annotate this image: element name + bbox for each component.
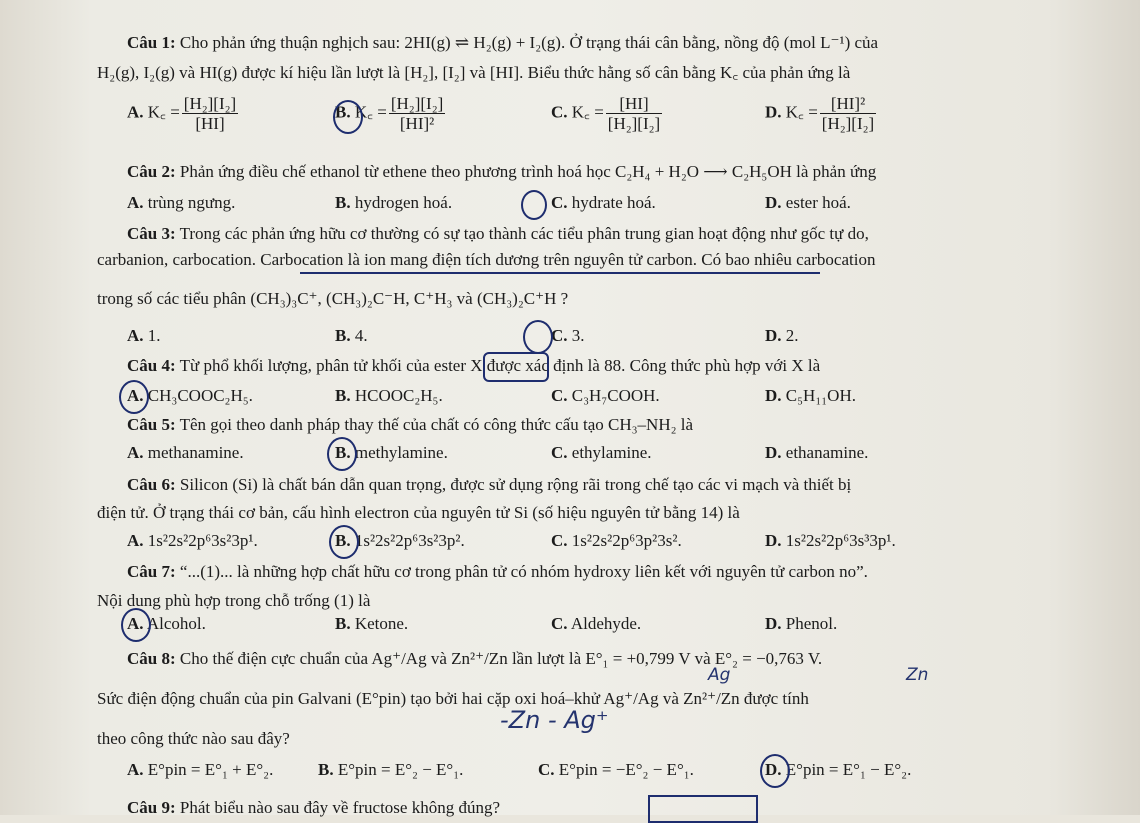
highlight-box-ester [483, 352, 549, 382]
question-5-options [0, 443, 1140, 467]
option-b[interactable]: B. hydrogen hoá. [335, 193, 453, 212]
option-a[interactable]: A. E°pin = E°₁ + E°₂. [127, 760, 274, 779]
option-c[interactable]: C. K꜀ = $\frac{[HI]}{\text{[H₂][I₂]}}$ [551, 94, 661, 133]
question-text: Tên gọi theo danh pháp thay thế của chất có công thức cấu tạo CH₃–NH₂ là [179, 415, 694, 434]
question-number: Câu 6: [127, 475, 176, 494]
option-d[interactable]: D. 2. [765, 326, 799, 345]
question-8-options [0, 760, 1140, 784]
option-d[interactable]: D. K꜀ = $\frac{\text{[HI]²}}{\text{[H₂][I₂]}}$ [765, 94, 875, 133]
option-b[interactable]: B. Ketone. [335, 614, 409, 633]
question-text: Silicon (Si) là chất bán dẫn quan trọng, được sử dụng rộng rãi trong chế tạo các vi mạch và thiết bị [179, 475, 852, 494]
question-text: Từ phổ khối lượng, phân tử khối của ester X được xác định là 88. Công thức phù hợp với X là [179, 356, 821, 375]
option-c[interactable]: C. Aldehyde. [551, 614, 642, 633]
option-d[interactable]: D. 1s²2s²2p⁶3s³3p¹. [765, 531, 896, 550]
question-text: Sức điện động chuẩn của pin Galvani (E°pin) tạo bởi hai cặp oxi hoá–khử Ag⁺/Ag và Zn²⁺/Zn được tính [97, 689, 809, 708]
option-c[interactable]: C. E°pin = −E°₂ − E°₁. [538, 760, 694, 779]
question-text: carbanion, carbocation. Carbocation là ion mang điện tích dương trên nguyên tử carbon. Có bao nhiêu carbocation [97, 250, 876, 269]
option-d[interactable]: D. ethanamine. [765, 443, 869, 462]
option-b[interactable]: B. K꜀ = $\frac{\text{[H₂][I₂]}}{\text{[HI]²}}$ [335, 94, 444, 133]
answer-circle-q3 [523, 320, 553, 354]
option-d[interactable]: D. Phenol. [765, 614, 838, 633]
question-text: Phản ứng điều chế ethanol từ ethene theo phương trình hoá học C₂H₄ + H₂O ⟶ C₂H₅OH là phản ứng [179, 162, 877, 181]
option-c[interactable]: C. C₃H₇COOH. [551, 386, 660, 405]
option-b[interactable]: B. 4. [335, 326, 368, 345]
question-text: Nội dung phù hợp trong chỗ trống (1) là [97, 591, 371, 610]
question-text: điện tử. Ở trạng thái cơ bản, cấu hình electron của nguyên tử Si (số hiệu nguyên tử bằng 14) là [97, 503, 740, 522]
handwritten-zn: Zn [906, 665, 929, 685]
question-number: Câu 7: [127, 562, 176, 581]
question-6-options [0, 531, 1140, 555]
answer-circle-q5 [327, 437, 357, 471]
question-text: Phát biểu nào sau đây về fructose không đúng? [179, 798, 500, 817]
question-number: Câu 5: [127, 415, 176, 434]
option-a[interactable]: A. 1s²2s²2p⁶3s²3p¹. [127, 531, 258, 550]
handwritten-ag: Ag [708, 665, 731, 685]
question-number: Câu 9: [127, 798, 176, 817]
question-7-options [0, 614, 1140, 638]
option-d[interactable]: D. E°pin = E°₁ − E°₂. [765, 760, 912, 779]
question-4-options [0, 386, 1140, 410]
question-text: Cho phản ứng thuận nghịch sau: 2HI(g) ⇌ H₂(g) + I₂(g). Ở trạng thái cân bằng, nồng độ (mol L⁻¹) của [179, 33, 879, 52]
question-3-options [0, 326, 1140, 350]
answer-circle-q8 [760, 754, 790, 788]
answer-circle-q1 [333, 100, 363, 134]
answer-circle-q2 [521, 190, 547, 220]
question-text: H₂(g), I₂(g) và HI(g) được kí hiệu lần lượt là [H₂], [I₂] và [HI]. Biểu thức hằng số cân bằng K꜀ của phản ứng là [97, 63, 851, 82]
option-a[interactable]: A. 1. [127, 326, 161, 345]
option-a[interactable]: A. CH₃COOC₂H₅. [127, 386, 253, 405]
question-2-options [0, 193, 1140, 217]
option-b[interactable]: B. methylamine. [335, 443, 448, 462]
option-d[interactable]: D. C₅H₁₁OH. [765, 386, 856, 405]
option-c[interactable]: C. ethylamine. [551, 443, 652, 462]
option-b[interactable]: B. HCOOC₂H₅. [335, 386, 443, 405]
answer-circle-q6 [329, 525, 359, 559]
answer-circle-q4 [119, 380, 149, 414]
question-text: trong số các tiểu phân (CH₃)₃C⁺, (CH₃)₂C⁻H, C⁺H₃ và (CH₃)₂C⁺H ? [97, 289, 569, 308]
option-b[interactable]: B. 1s²2s²2p⁶3s²3p². [335, 531, 465, 550]
option-c[interactable]: C. 3. [551, 326, 585, 345]
option-d[interactable]: D. ester hoá. [765, 193, 851, 212]
question-1-options [0, 94, 1140, 144]
option-c[interactable]: C. hydrate hoá. [551, 193, 656, 212]
option-a[interactable]: A. trùng ngưng. [127, 193, 236, 212]
question-number: Câu 1: [127, 33, 176, 52]
question-number: Câu 3: [127, 224, 176, 243]
option-c[interactable]: C. 1s²2s²2p⁶3p²3s². [551, 531, 682, 550]
option-a[interactable]: A. Alcohol. [127, 614, 206, 633]
question-number: Câu 4: [127, 356, 176, 375]
handwritten-equation: -Zn - Ag⁺ [500, 706, 609, 734]
question-text: theo công thức nào sau đây? [97, 729, 290, 748]
question-text: Trong các phản ứng hữu cơ thường có sự tạo thành các tiểu phân trung gian hoạt động như gốc tự do, [179, 224, 869, 243]
question-text: Cho thế điện cực chuẩn của Ag⁺/Ag và Zn²⁺/Zn lần lượt là E°₁ = +0,799 V và E°₂ = −0,763 V. [179, 649, 823, 668]
question-number: Câu 2: [127, 162, 176, 181]
option-b[interactable]: B. E°pin = E°₂ − E°₁. [318, 760, 464, 779]
question-number: Câu 8: [127, 649, 176, 668]
highlight-box-khong-dung [648, 795, 758, 823]
underline-q3 [300, 272, 820, 274]
question-text: “...(1)... là những hợp chất hữu cơ trong phân tử có nhóm hydroxy liên kết với nguyên tử carbon no”. [179, 562, 868, 581]
option-a[interactable]: A. K꜀ = $\frac{\text{[H₂][I₂]}}{[HI]}$ [127, 94, 237, 133]
answer-circle-q7 [121, 608, 151, 642]
option-a[interactable]: A. methanamine. [127, 443, 244, 462]
